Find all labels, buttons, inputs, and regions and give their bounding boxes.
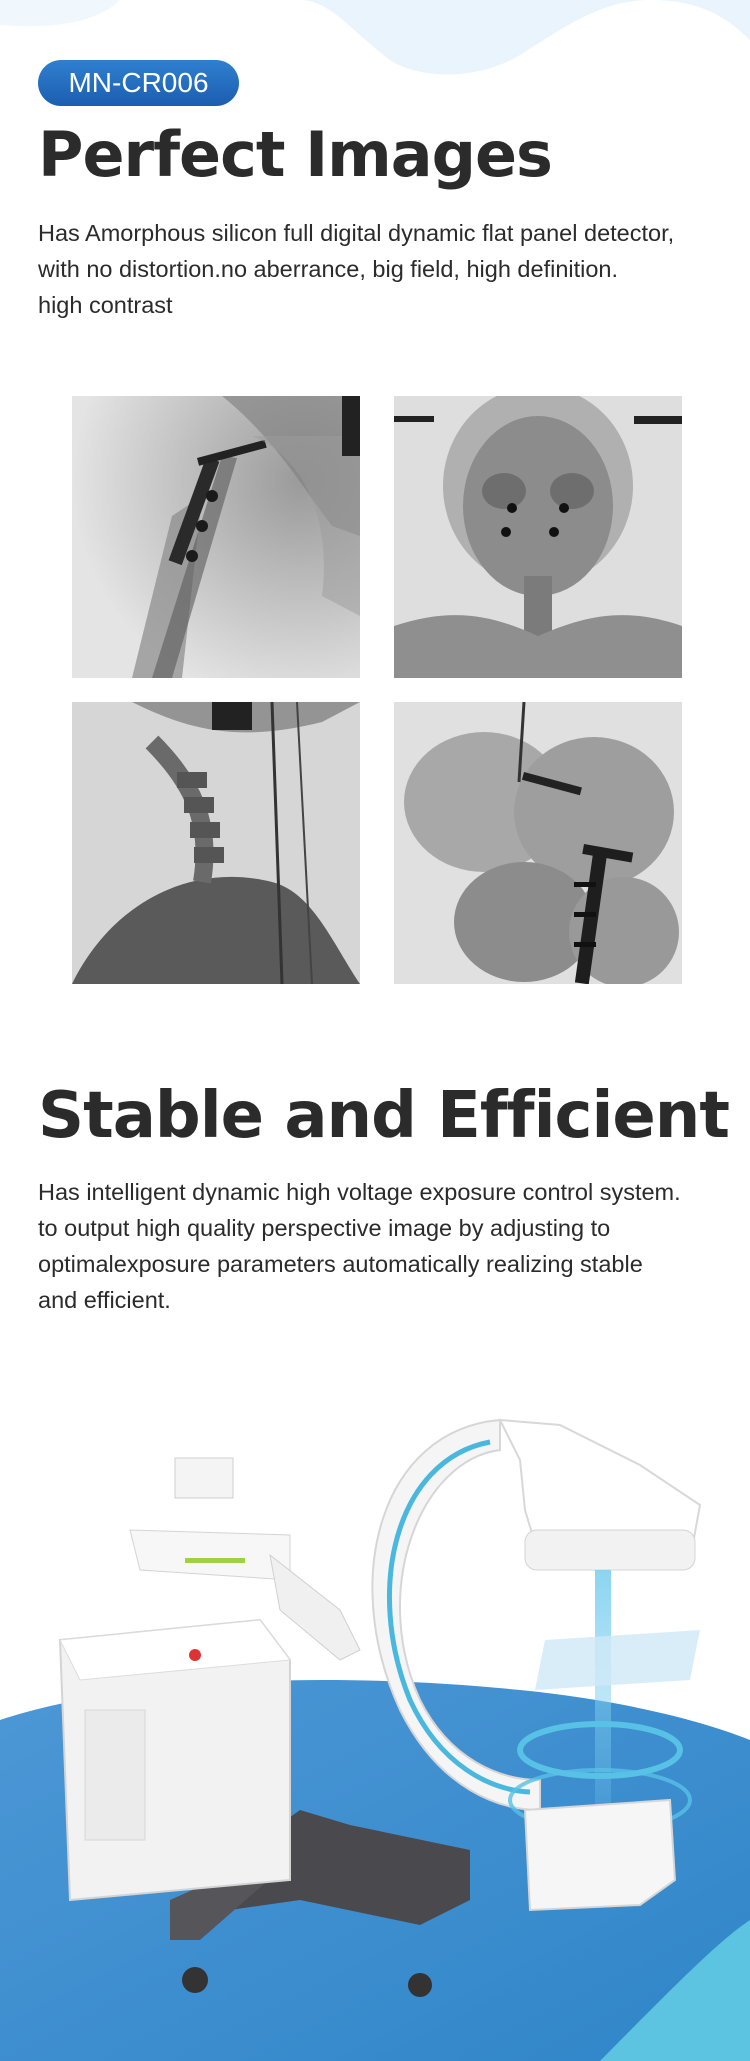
section-description-exposure: Has intelligent dynamic high voltage exposure control system. to output high quality perspective image by adjusting to optimalexposure parameters automatically realizing stable and efficient. bbox=[38, 1179, 681, 1313]
x-ray-cervical-spine-image bbox=[72, 702, 360, 984]
x-ray-pelvis-plate-image bbox=[394, 702, 682, 984]
model-badge: MN-CR006 bbox=[38, 60, 239, 106]
x-ray-ankle-plate-image bbox=[72, 396, 360, 678]
section-description-images: Has Amorphous silicon full digital dynamic flat panel detector, with no distortion.no aberrance, big field, high definition. high contrast bbox=[38, 220, 675, 318]
section-title-perfect-images: Perfect Images bbox=[38, 118, 552, 191]
c-arm-xray-machine-illustration bbox=[0, 1380, 750, 2061]
section-title-stable-efficient: Stable and Efficient bbox=[38, 1079, 729, 1153]
x-ray-skull-frontal-image bbox=[394, 396, 682, 678]
